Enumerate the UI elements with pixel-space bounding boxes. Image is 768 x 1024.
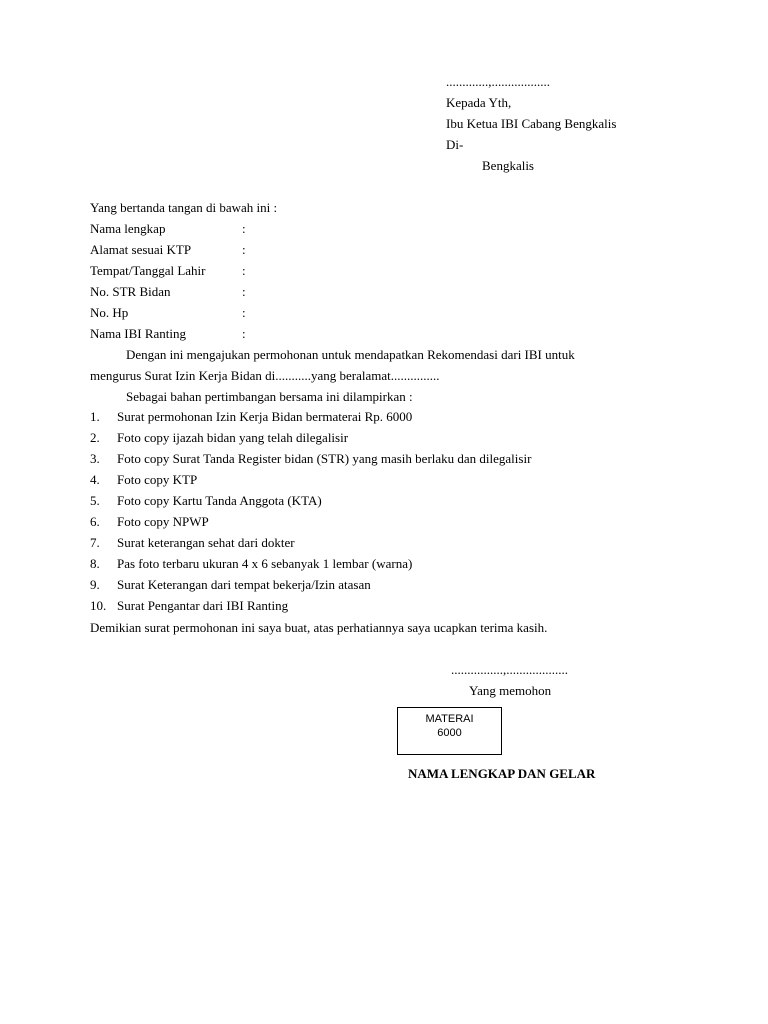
- list-item: [90, 409, 531, 430]
- list-item: [90, 556, 531, 577]
- list-number: 5.: [90, 493, 100, 508]
- list-text: Foto copy Surat Tanda Register bidan (STR) yang masih berlaku dan dilegalisir: [117, 451, 532, 466]
- list-item: [90, 577, 531, 598]
- list-item: [90, 493, 531, 514]
- field-separator: :: [242, 326, 246, 341]
- field-row: [90, 284, 246, 300]
- field-label: Nama lengkap: [90, 221, 166, 236]
- list-number: 4.: [90, 472, 100, 487]
- intro-text: Yang bertanda tangan di bawah ini :: [90, 200, 278, 215]
- list-number: 1.: [90, 409, 100, 424]
- attachments-list: [90, 409, 531, 619]
- header-date-line: .............,..................: [446, 74, 550, 89]
- field-separator: :: [242, 284, 246, 299]
- field-row: [90, 221, 246, 237]
- stamp-line: MATERAI: [425, 713, 474, 725]
- field-label: Alamat sesuai KTP: [90, 242, 192, 257]
- list-text: Surat permohonan Izin Kerja Bidan bermaterai Rp. 6000: [117, 409, 413, 424]
- list-number: 8.: [90, 556, 100, 571]
- list-text: Foto copy NPWP: [117, 514, 209, 529]
- field-label: Nama IBI Ranting: [90, 326, 187, 341]
- signature-label: Yang memohon: [469, 683, 552, 698]
- attachments-intro: Sebagai bahan pertimbangan bersama ini dilampirkan :: [126, 389, 413, 404]
- list-item: [90, 514, 531, 535]
- list-item: [90, 535, 531, 556]
- materai-stamp-box: [397, 707, 502, 755]
- field-separator: :: [242, 221, 246, 236]
- field-separator: :: [242, 305, 246, 320]
- body-paragraph-line: mengurus Surat Izin Kerja Bidan di...........yang beralamat...............: [90, 368, 440, 383]
- list-number: 10.: [90, 598, 107, 613]
- list-text: Pas foto terbaru ukuran 4 x 6 sebanyak 1 lembar (warna): [117, 556, 413, 571]
- list-number: 7.: [90, 535, 100, 550]
- list-item: [90, 472, 531, 493]
- closing-text: Demikian surat permohonan ini saya buat, atas perhatiannya saya ucapkan terima kasih.: [90, 620, 548, 635]
- stamp-line: 6000: [437, 727, 462, 739]
- field-label: No. Hp: [90, 305, 129, 320]
- list-text: Foto copy Kartu Tanda Anggota (KTA): [117, 493, 322, 508]
- list-text: Surat keterangan sehat dari dokter: [117, 535, 295, 550]
- body-paragraph-line: Dengan ini mengajukan permohonan untuk mendapatkan Rekomendasi dari IBI untuk: [126, 347, 575, 362]
- field-separator: :: [242, 242, 246, 257]
- list-item: [90, 451, 531, 472]
- list-text: Surat Keterangan dari tempat bekerja/Izin atasan: [117, 577, 371, 592]
- list-item: [90, 598, 531, 619]
- signature-date-line: ................,...................: [451, 662, 568, 677]
- list-number: 3.: [90, 451, 100, 466]
- header-di: Di-: [446, 137, 464, 152]
- list-number: 2.: [90, 430, 100, 445]
- signature-name: NAMA LENGKAP DAN GELAR: [408, 766, 596, 781]
- header-recipient: Ibu Ketua IBI Cabang Bengkalis: [446, 116, 617, 131]
- field-row: [90, 263, 246, 279]
- list-item: [90, 430, 531, 451]
- list-text: Foto copy ijazah bidan yang telah dilegalisir: [117, 430, 349, 445]
- field-label: Tempat/Tanggal Lahir: [90, 263, 206, 278]
- field-row: [90, 326, 246, 342]
- field-row: [90, 242, 246, 258]
- list-number: 9.: [90, 577, 100, 592]
- header-to: Kepada Yth,: [446, 95, 512, 110]
- list-text: Foto copy KTP: [117, 472, 198, 487]
- list-number: 6.: [90, 514, 100, 529]
- field-row: [90, 305, 246, 321]
- list-text: Surat Pengantar dari IBI Ranting: [117, 598, 289, 613]
- field-label: No. STR Bidan: [90, 284, 171, 299]
- header-place: Bengkalis: [482, 158, 534, 173]
- field-separator: :: [242, 263, 246, 278]
